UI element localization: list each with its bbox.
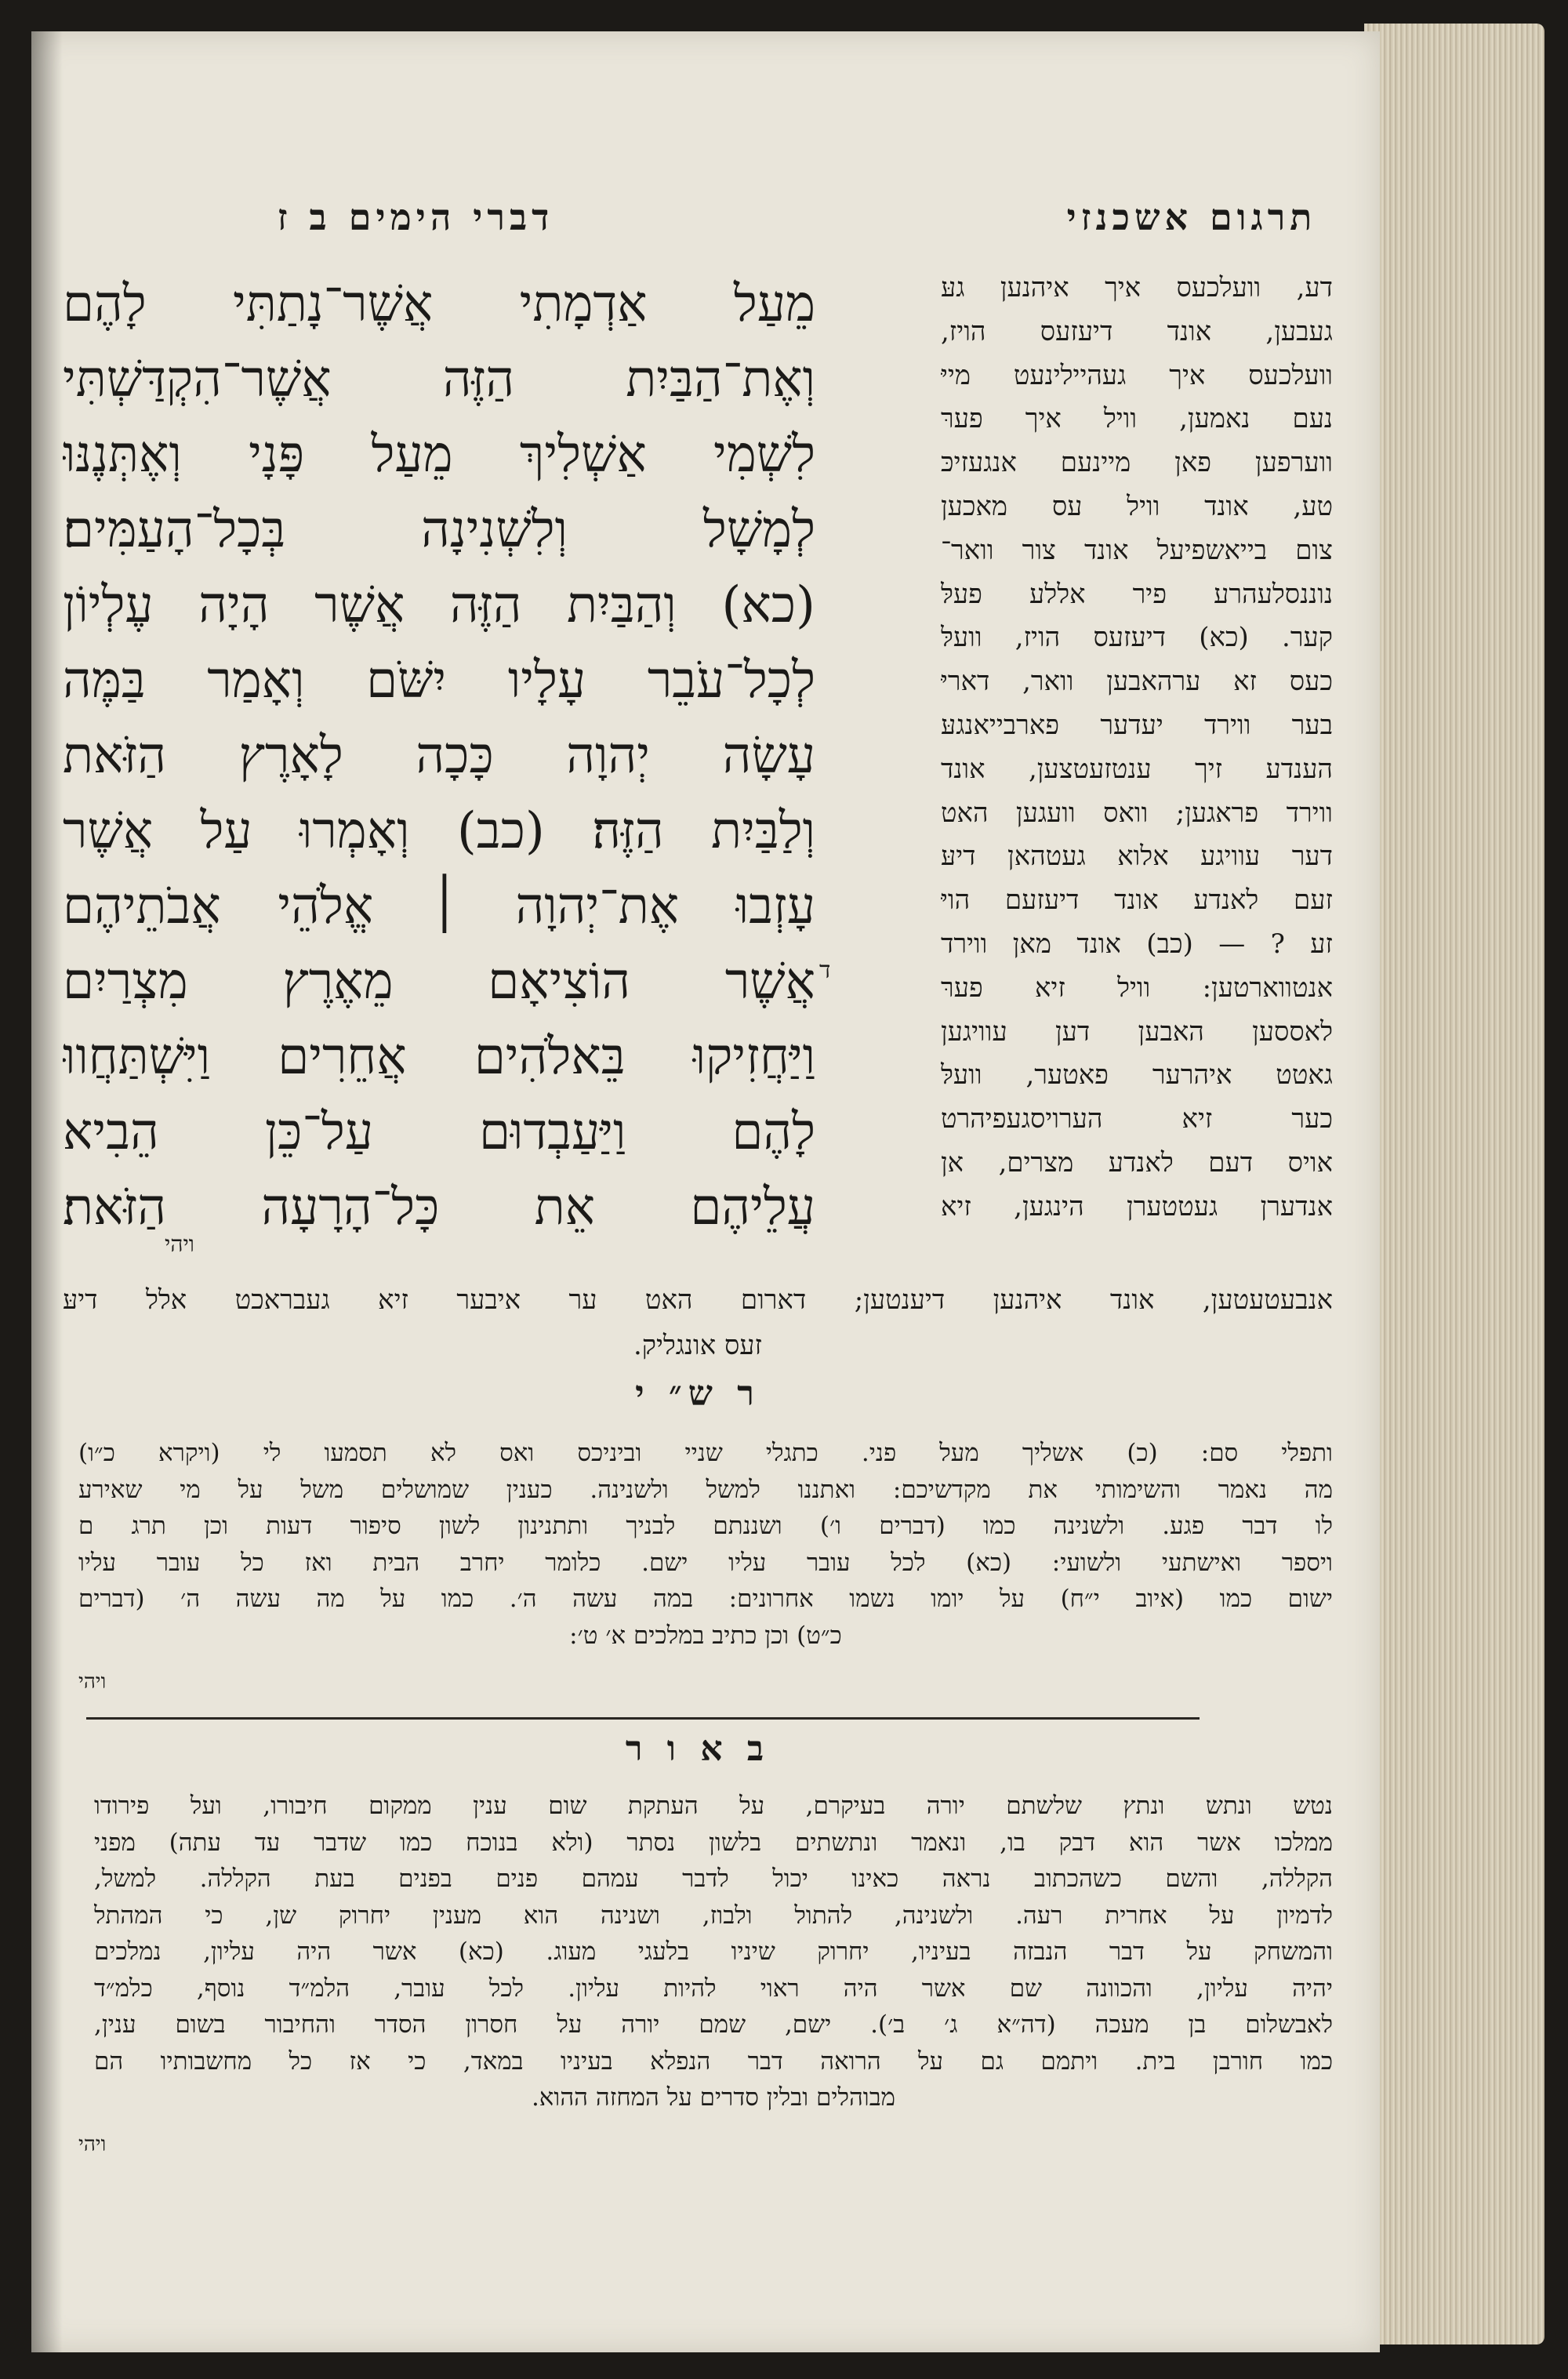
- translation-line: זע ? — (כב) אונד מאן ווירד: [941, 928, 1333, 960]
- section-divider: [86, 1717, 1200, 1720]
- translation-line: זעם לאנדע אונד דיעזעם הויּ: [941, 884, 1333, 917]
- biur-line: כמו חורבן בית. ויתמם גם על הרואה דבר הנפלא בעיניו במאד, כי אז כל מחשבותיו הם: [94, 2047, 1333, 2076]
- translation-line: וועלכעס איך געהיילינעט מייּ: [941, 359, 1333, 391]
- biur-line: הקללה, והשם כשהכתוב נראה כאינו יכול לדבר עמהם פנים בפנים בעת הקללה. למשל,: [94, 1865, 1333, 1893]
- main-text-line: מֵעַל אַדְמָתִי אֲשֶׁר־נָתַתִּי לָהֶם: [63, 275, 815, 333]
- translation-line: כעס זא ערהאבען וואר, דאריּ: [941, 666, 1333, 698]
- biur-line: לדמיון על אחרית רעה. ולשנינה, להתול ולבוז, ושנינה הוא מענין יחרוק שן, כי המהתל: [94, 1901, 1333, 1930]
- translation-line: בער ווירד יעדער פארבייאנגעּ: [941, 709, 1333, 741]
- main-hebrew-text: [63, 267, 815, 1245]
- main-text-line: לְמָשָׁל וְלִשְׁנִינָה בְּכָל־הָעַמִּים׃: [63, 501, 815, 559]
- main-text-line: לִשְׁמִי אַשְׁלִיךְ מֵעַל פָּנָי וְאֶתְּנֶנּוּ: [63, 426, 815, 484]
- translation-line: לאססען האבען דען עוויגען: [941, 1015, 1333, 1048]
- translation-line: הענדע זיך ענטזעטצען, אונד: [941, 753, 1333, 785]
- book-page: [31, 31, 1380, 2352]
- main-text-line: לְכָל־עֹבֵר עָלָיו יִשֹּׁם וְאָמַר בַּמֶּה: [63, 652, 815, 710]
- spine-shadow: [31, 31, 63, 2352]
- catchword-biur: ויהי: [78, 2133, 107, 2156]
- translation-line: ווערפען פאן מיינעם אנגעזיכּ: [941, 447, 1333, 479]
- catchword-rashi: ויהי: [78, 1670, 107, 1694]
- rashi-line: מה נאמר והשימותי את מקדשיכם: ואתננו למשל ולשנינה. כענין שמושלים משל על מי שאירע: [78, 1475, 1333, 1504]
- main-text-line: לָהֶם וַיַּעַבְדוּם עַל־כֵּן הֵבִיא: [63, 1103, 815, 1161]
- header-translation: תרגום אשכנזי: [1066, 196, 1317, 238]
- translation-line: ווירד פראגען; וואס וועגען האט: [941, 797, 1333, 829]
- main-text-line: עָשָׂה יְהוָה כָּכָה לָאָרֶץ הַזֹּאת: [63, 727, 815, 785]
- translation-line: טע, אונד וויל עס מאכען: [941, 490, 1333, 522]
- biur-line: ממלכו אשר הוא דבק בו, ונאמר ונתשתים בלשון נסתר (ולא בנוכח כמו שדבר עד עתה) מפני: [94, 1828, 1333, 1857]
- translation-continuation-line: זעס אונגליק.: [633, 1330, 763, 1361]
- rashi-line: לו דבר פגע. ולשנינה כמו (דברים ו׳) ושננתם לבניך ותתנינון לשון סיפור דעות וכן תרג ם: [78, 1512, 1333, 1540]
- rashi-line: ויספר ואישתעי ולשועי: (כא) לכל עובר עליו ישם. כלומר יחרב הבית ואז כל עובר עליו: [78, 1548, 1333, 1577]
- biur-line: והמשחק על דבר הנבזה בעיניו, יחרוק שיניו בלעגי מעוג. (כא) אשר היה עליון, נמלכים: [94, 1938, 1333, 1966]
- rashi-line: כ״ט) וכן כתיב במלכים א׳ ט׳:: [569, 1621, 842, 1650]
- biur-heading: ב א ו ר: [625, 1729, 771, 1769]
- biur-line: נטש ונתש ונתץ שלשתם יורה בעיקרם, על העתקת שום ענין ממקום חיבורו, ועל פירודו: [94, 1792, 1333, 1820]
- biur-commentary: [94, 1788, 1333, 2116]
- translation-line: נוננסלעהרע פיר אללע פעלּ: [941, 578, 1333, 610]
- header-book-title: דברי הימים ב ז: [277, 196, 554, 238]
- main-text-line: עֲלֵיהֶם אֵת כָּל־הָרָעָה הַזֹּאת׃: [63, 1179, 815, 1237]
- main-text-line: (כא) וְהַבַּיִת הַזֶּה אֲשֶׁר הָיָה עֶלְיוֹן: [63, 576, 815, 634]
- translation-line: אנטווארטען: וויל זיא פערּ: [941, 972, 1333, 1004]
- rashi-line: ותפלי סם: (כ) אשליך מעל פני. כתגלי שניי וביניכס ואס לא תסמעו לי (ויקרא כ״ו): [78, 1439, 1333, 1467]
- rashi-commentary: [78, 1435, 1333, 1654]
- translation-line: אויס דעם לאנדע מצרים, אן: [941, 1146, 1333, 1179]
- page-edges: [1364, 24, 1544, 2344]
- main-text-line: אֲשֶׁר הוֹצִיאָם מֵאֶרֶץ מִצְרַיִם: [63, 953, 815, 1011]
- verse-marker: ד: [819, 957, 831, 984]
- main-text-line: וְאֶת־הַבַּיִת הַזֶּה אֲשֶׁר־הִקְדַּשְׁתִּי: [63, 350, 815, 409]
- main-text-line: וַיַּחֲזִיקוּ בֵּאלֹהִים אֲחֵרִים וַיִּשְׁתַּחֲווּ: [63, 1028, 815, 1086]
- translation-line: קער. (כא) דיעזעס הויז, וועלּ: [941, 622, 1333, 654]
- main-text-line: עָזְבוּ אֶת־יְהוָה ׀ אֱלֹהֵי אֲבֹתֵיהֶם: [63, 877, 815, 935]
- translation-line: כער זיא הערויסגעפיהרט: [941, 1103, 1333, 1135]
- translation-line: דע, וועלכעס איך איהנען געּ: [941, 272, 1333, 303]
- translation-line: דער עוויגע אלוא געטהאן דיעּ: [941, 841, 1333, 873]
- translation-line: גאטט איהרער פאטער, וועלּ: [941, 1059, 1333, 1091]
- catchword-main: ויהי: [165, 1231, 194, 1257]
- translation-line: נעם נאמען, וויל איך פערּ: [941, 403, 1333, 435]
- translation-line: געבען, אונד דיעזעס הויז,: [941, 315, 1333, 347]
- biur-line: יהיה עליון, והכוונה שם אשר היה ראוי להיות עליון. לכל עובר, הלמ״ד נוסף, כלמ״ד: [94, 1974, 1333, 2003]
- biur-line: מבוהלים ובלין סדרים על המחזה ההוא.: [531, 2083, 896, 2112]
- rashi-line: ישום כמו (איוב י״ח) על יומו נשמו אחרונים: במה עשה ה׳. כמו על מה עשה ה׳ (דברים: [78, 1585, 1333, 1613]
- translation-line: אנדערן געטטערן הינגען, זיא: [941, 1190, 1333, 1222]
- biur-line: לאבשלום בן מעכה (דה״א ג׳ ב׳). ישם, שמם יורה על חסרון הסדר והחיבור בשום ענין,: [94, 2010, 1333, 2039]
- translation-continuation-line: אנבעטעטען, אונד איהנען דיענטען; דארום האט ער איבער זיא געבראכט אלל דיעּ: [63, 1284, 1333, 1316]
- translation-line: צום בייאשפיעל אונד צור וואר־: [941, 534, 1333, 566]
- main-text-line: וְלַבַּיִת הַזֶּה׃ (כב) וְאָמְרוּ עַל אֲשֶׁר: [63, 802, 815, 860]
- rashi-heading: ר ש״ י: [635, 1374, 760, 1414]
- translation-column: [941, 267, 1333, 1229]
